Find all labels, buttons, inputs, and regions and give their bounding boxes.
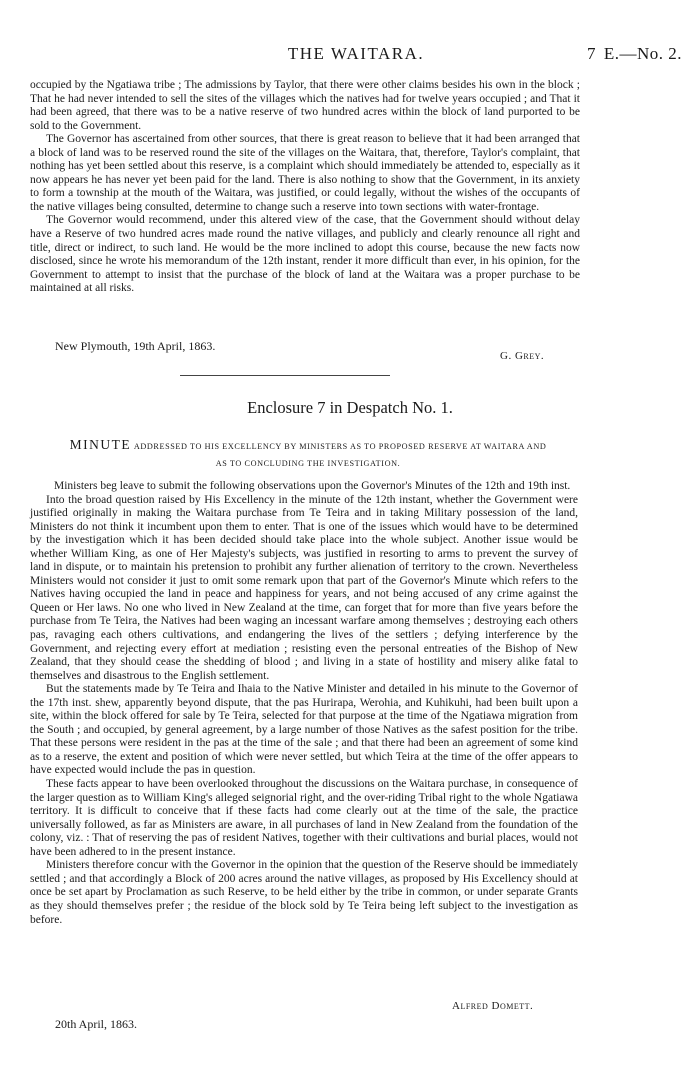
paragraph: Ministers therefore concur with the Governor in the opinion that the question of the Reserve should be immediately settled ; and that accordingly a Block of 200 acres around the native villages, as proposed by His Excellency should at once be set apart by Proclamation as such Reserve, to be held either by the tribe in common, or under separate Grants as they should themselves prefer ; the residue of the block sold by Te Teira being left subject to the investigation as before. [30, 859, 578, 926]
enclosure-heading: Enclosure 7 in Despatch No. 1. [247, 398, 453, 417]
minute-title [30, 436, 586, 472]
paragraph: The Governor has ascertained from other sources, that there is great reason to believe that it had been arranged that a block of land was to be reserved round the site of the villages on the Waitara, that, therefore, Taylor's complaint, that nothing has yet been settled about this reserve, is a complaint which should immediately be attended to, especially as it now appears he has never yet been paid for the land. There is also nothing to show that the Government, in its anxiety to form a township at the mouth of the Waitara, was justified, or could legally, without the wishes of the occupants of the native villages being consulted, determine to change such a reserve into town sections with water-frontage. [30, 133, 580, 213]
paragraph: Into the broad question raised by His Excellency in the minute of the 12th instant, whether the Government were justified originally in making the Waitara purchase from Te Teira and in taking Military possession of the land, Ministers do not think it incumbent upon them to enter. That is one of the issues which would have to be determined by the investigation which it has been decided should take place into the whole subject. Another issue would be whether William King, as one of Her Majesty's subjects, was justified in resorting to arms to prevent the survey of land in dispute, or to maintain his pretension to prohibit any further alienation of territory to the crown. Nevertheless Ministers would not consider it just to omit some remark upon that part of the Governor's Minute which refers to the Natives having occupied the land in peace and happiness for years, and not being accused of any crime against the Queen or Her laws. No one who lived in New Zealand at the time, can forget that for more than five years before the purchase from Te Teira, the Natives had been waging an incessant warfare among themselves ; destroying each others pas, ravaging each others cultivations, and endangering the lives of the settlers ; defying interference by the Government, and rejecting every effort at mediation ; resisting even the personal entreaties of the Bishop of New Zealand, that they should cease the shedding of blood ; and living in a state of hostility and misery alike fatal to themselves and disastrous to the English settlement. [30, 493, 578, 682]
minute-title-line1: ADDRESSED TO HIS EXCELLENCY BY MINISTERS AS TO PROPOSED RESERVE AT WAITARA AND [133, 442, 547, 451]
signature-domett: Alfred Domett. [452, 1000, 534, 1012]
paragraph: Ministers beg leave to submit the following observations upon the Governor's Minutes of the 12th and 19th inst. [54, 480, 571, 492]
minute-title-line2: AS TO CONCLUDING THE INVESTIGATION. [215, 459, 401, 468]
paragraph: The Governor would recommend, under this altered view of the case, that the Government should without delay have a Reserve of two hundred acres made round the native villages, and publicly and clearly renounce all right and title, direct or indirect, to such land. He would be the more inclined to adopt this course, because the new facts now disclosed, since he wrote his memorandum of the 12th instant, render it more difficult than ever, in his opinion, for the Government to attempt to insist that the purchase of the block of land at the Waitara was a proper purchase to be maintained at all risks. [30, 214, 580, 295]
paragraph: But the statements made by Te Teira and Ihaia to the Native Minister and detailed in his minute to the Governor of the 17th inst. shew, apparently beyond dispute, that the pas Hurirapa, Werohia, and Kuhikuhi, had been built upon a site, within the block offered for sale by Te Teira, selected for that purpose at the time of the Ngatiawa migration from the South ; and occupied, by general agreement, by a large number of those Natives as the safest position for the tribe. That these persons were resident in the pas at the time of the sale ; and that there had been an agreement of some kind as to a reserve, the extent and position of which were never settled, but which Teira at the time of the offer appears to have expected would include the pas in question. [30, 683, 578, 777]
governor-minute-body [30, 79, 580, 296]
page-header [30, 44, 682, 64]
signature-grey: G. Grey. [500, 350, 545, 362]
paragraph: occupied by the Ngatiawa tribe ; The admissions by Taylor, that there were other claims besides his own in the block ; That he had never intended to sell the sites of the villages which the natives had for twelve years occupied ; and That it had been agreed, that there was to be a native reserve of two hundred acres within the block of land purported to be sold to the Government. [30, 79, 580, 132]
page-number: 7 [587, 44, 596, 63]
running-title: THE WAITARA. [287, 44, 425, 63]
section-divider [180, 375, 390, 376]
minute-date: 20th April, 1863. [55, 1017, 138, 1031]
paragraph: These facts appear to have been overlooked throughout the discussions on the Waitara purchase, in consequence of the larger question as to William King's alleged seignorial right, and the over-riding Tribal right to the whole Ngatiawa territory. It is difficult to conceive that if these facts had come clearly out at the time of the sale, the practice universally followed, as far as Ministers are aware, in all purchases of land in New Zealand from the foundation of the colony, viz. : That of reserving the pas of resident Natives, together with their cultivations and burial places, would not have been adhered to in the present instance. [30, 778, 578, 858]
minute-word: MINUTE [69, 437, 132, 452]
document-reference: E.—No. 2. [603, 44, 682, 63]
ministers-minute-body [30, 480, 578, 927]
place-and-date: New Plymouth, 19th April, 1863. [55, 339, 216, 353]
